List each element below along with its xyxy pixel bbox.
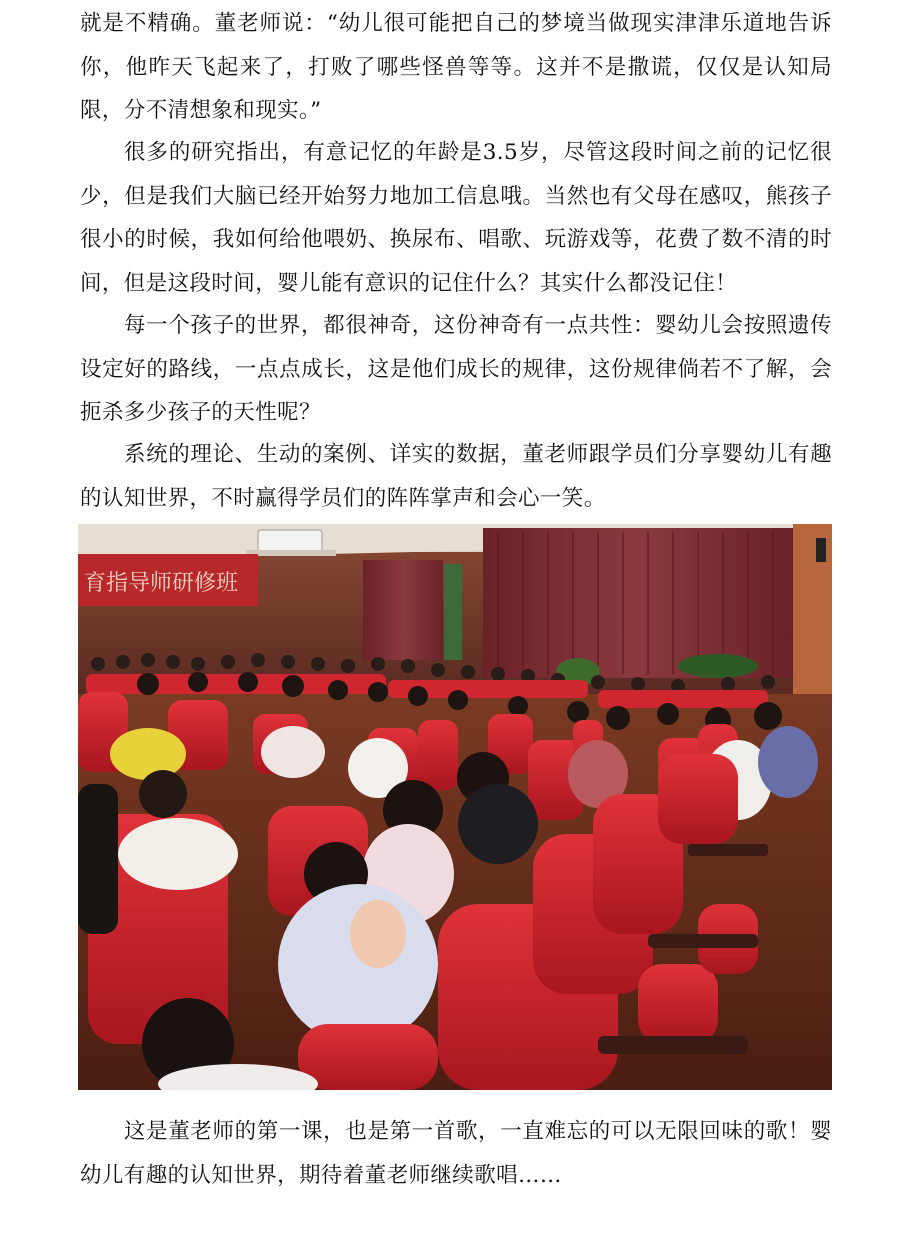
paragraph-child-world: 每一个孩子的世界，都很神奇，这份神奇有一点共性：婴幼儿会按照遗传设定好的路线，一点点成长，这是他们成长的规律，这份规律倘若不了解，会扼杀多少孩子的天性呢？ bbox=[80, 313, 832, 425]
paragraph-closing: 这是董老师的第一课，也是第一首歌，一直难忘的可以无限回味的歌！婴幼儿有趣的认知世界，期待着董老师继续歌唱…… bbox=[80, 1119, 832, 1188]
lecture-hall-illustration bbox=[78, 524, 832, 1090]
paragraph-dream-reality: 就是不精确。董老师说：“幼儿很可能把自己的梦境当做现实津津乐道地告诉你，他昨天飞起来了，打败了哪些怪兽等等。这并不是撒谎，仅仅是认知局限，分不清想象和现实。” bbox=[80, 11, 832, 123]
lecture-hall-photo bbox=[78, 524, 832, 1090]
paragraph-memory-age: 很多的研究指出，有意记忆的年龄是3.5岁，尽管这段时间之前的记忆很少，但是我们大脑已经开始努力地加工信息哦。当然也有父母在感叹，熊孩子很小的时候，我如何给他喂奶、换尿布、唱歌、玩游戏等，花费了数不清的时间，但是这段时间，婴儿能有意识的记住什么？其实什么都没记住！ bbox=[80, 140, 832, 296]
paragraph-lecture-summary: 系统的理论、生动的案例、详实的数据，董老师跟学员们分享婴幼儿有趣的认知世界，不时赢得学员们的阵阵掌声和会心一笑。 bbox=[80, 442, 832, 511]
banner-text: 育指导师研修班 bbox=[84, 571, 239, 596]
